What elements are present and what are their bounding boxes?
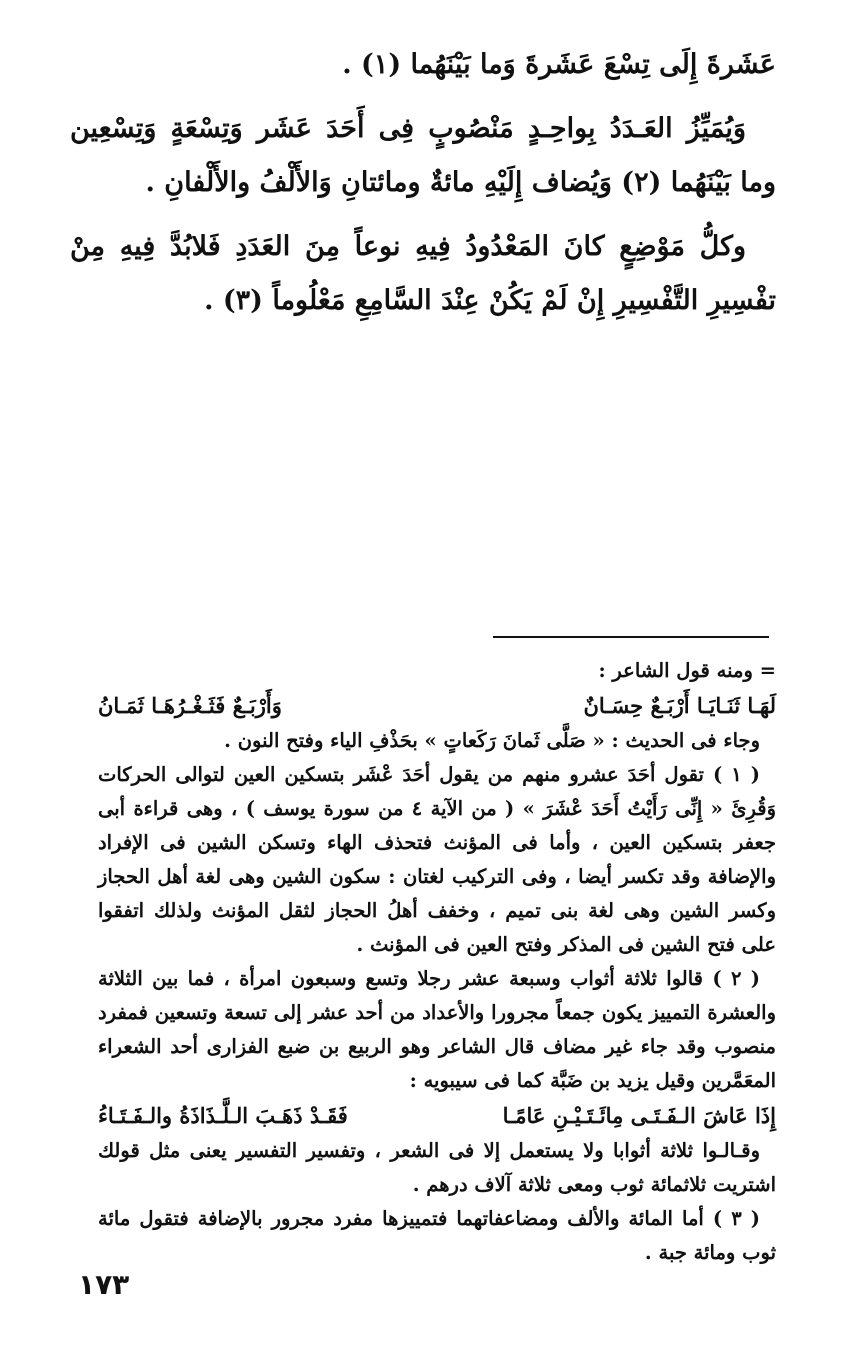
main-paragraph-1: عَشَرةَ إِلَى تِسْعَ عَشَرةَ وَما بَيْنَهُما (١) .: [342, 49, 776, 80]
verse-1-first-hemistich: لَهَـا ثَنَـايَـا أَرْبَـعٌ حِسَـانٌ: [583, 693, 776, 718]
footnote-3: ( ٣ ) أما المائة والألف ومضاعفاتهما فتمييزها مفرد مجرور بالإضافة فتقول مائة ثوب ومائة جبة .: [98, 1207, 776, 1264]
main-paragraph-2: وَيُمَيِّزُ العَـدَدُ بِواحِـدٍ مَنْصُوبٍ فِى أَحَدَ عَشَر وَتِسْعَةٍ وَتِسْعِين وما بَيْنَهُما (٢) وَيُضاف إِلَيْهِ مائةٌ ومائتانِ وَالأَلْفُ والأَلْفانِ .: [70, 113, 776, 198]
footnotes: [98, 654, 776, 1270]
verse-2: [98, 1098, 776, 1134]
footnote-2: ( ٢ ) قالوا ثلاثة أثواب وسبعة عشر رجلا وتسع وسبعون امرأة ، فما بين الثلاثة والعشرة التمييز يكون جمعاً مجرورا والأعداد من أحد عشر إلى تسعة وتسعين فمفرد منصوب وقد جاء غير مضاف قال الشاعر وهو الربيع بن ضبع الفزارى أحد الشعراء المعَمَّرين وقيل يزيد بن ضَبَّة كما فى سيبويه :: [98, 967, 776, 1092]
footnote-1: ( ١ ) تقول أحَدَ عشرو منهم من يقول أحَدَ عْشَر بتسكين العين لتوالى الحركات وَقُرِئَ « إِنِّى رَأَيْتُ أَحَدَ عْشَرَ » ( من الآية ٤ من سورة يوسف ) ، وهى قراءة أبى جعفر بتسكين العين ، وأما فى المؤنث فتحذف الهاء وتسكن الشين فى الإفراد والإضافة وقد تكسر أيضا ، وفى التركيب لغتان : سكون الشين وهى لغة أهل الحجاز وكسر الشين وهى لغة بنى تميم ، وخفف أهلُ الحجاز لثقل المؤنث ولذلك اتفقوا على فتح الشين فى المذكر وفتح العين فى المؤنث .: [98, 763, 776, 956]
footnote-2-continued: وقـالـوا ثلاثة أثوابا ولا يستعمل إلا فى الشعر ، وتفسير التفسير يعنى مثل قولك اشتريت ثلاثمائة ثوب ومعى ثلاثة آلاف درهم .: [98, 1139, 776, 1196]
verse-1-second-hemistich: وَأَرْبَـعٌ فَثَـغْـرُهَـا ثَمَـانُ: [98, 693, 282, 718]
page-number: ١٧٣: [78, 1268, 130, 1301]
verse-2-first-hemistich: إِذَا عَاشَ الـفَـتَـى مِائَـتَـيْـنِ عَامًـا: [502, 1103, 776, 1128]
footnote-separator: [493, 636, 769, 638]
verse-1: [98, 688, 776, 724]
main-paragraph-3: وكلُّ مَوْضِعٍ كانَ المَعْدُودُ فِيهِ نوعاً مِنَ العَدَدِ فَلابُدَّ فِيهِ مِنْ تفْسِيرِ التَّفْسِيرِ إِنْ لَمْ يَكُنْ عِنْدَ السَّامِعِ مَعْلُوماً (٣) .: [70, 231, 776, 316]
footnote-hadith: وجاء فى الحديث : « صَلَّى ثَمانَ رَكَعاتٍ » بحَذْفِ الياء وفتح النون .: [224, 729, 760, 752]
main-text: [70, 38, 776, 338]
footnote-intro: = ومنه قول الشاعر :: [598, 659, 776, 682]
verse-2-second-hemistich: فَقَـدْ ذَهَـبَ الـلَّـذَاذَةُ والـفَـتَـاءُ: [98, 1103, 348, 1128]
